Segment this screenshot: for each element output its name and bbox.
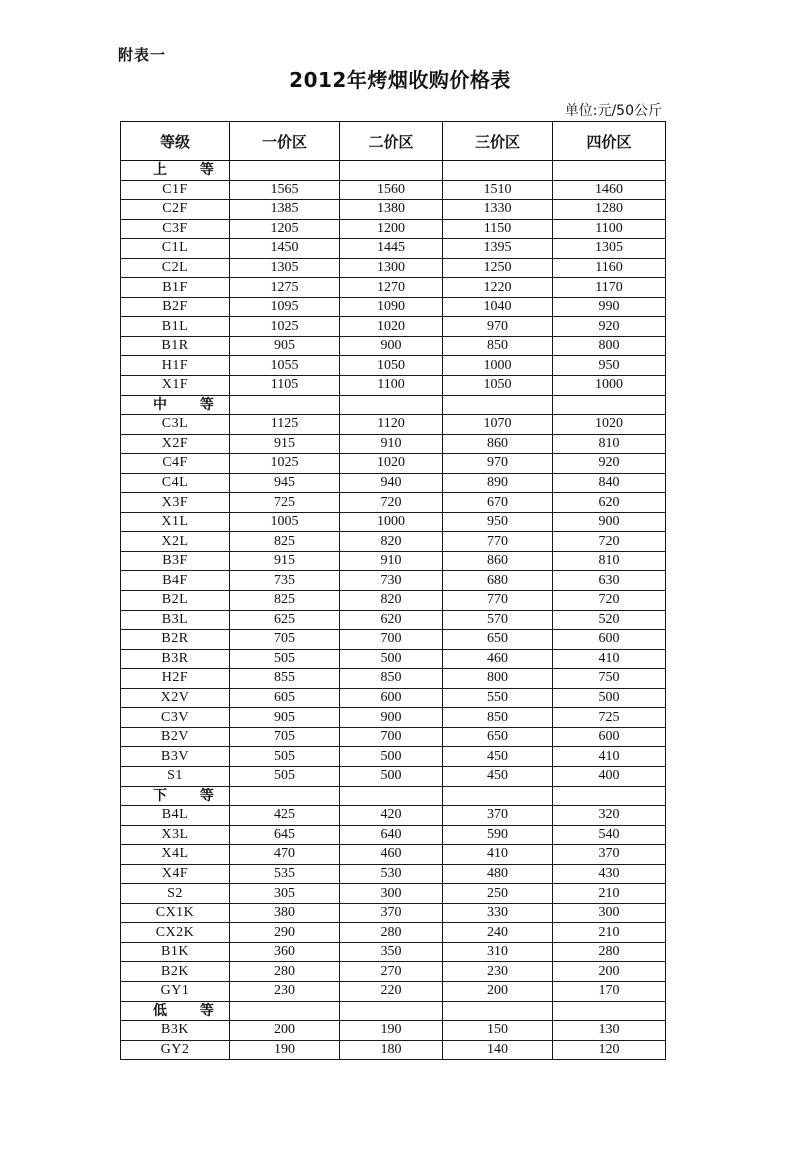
table-row — [121, 727, 666, 747]
grade-cell: B2V — [121, 727, 230, 747]
price-cell-zone-1: 825 — [230, 591, 340, 611]
price-cell-zone-2: 700 — [340, 727, 443, 747]
price-cell-zone-3: 1070 — [443, 415, 553, 435]
price-cell-zone-4: 320 — [553, 806, 666, 826]
price-cell-zone-1: 1125 — [230, 415, 340, 435]
price-cell-zone-4: 620 — [553, 493, 666, 513]
price-cell-zone-4: 1280 — [553, 200, 666, 220]
grade-cell: C3F — [121, 219, 230, 239]
section-row — [121, 786, 666, 806]
price-cell-zone-4: 810 — [553, 434, 666, 454]
price-cell-zone-1: 1305 — [230, 258, 340, 278]
table-row — [121, 200, 666, 220]
price-cell-zone-4: 170 — [553, 981, 666, 1001]
grade-cell: C1F — [121, 180, 230, 200]
price-cell-zone-1: 705 — [230, 630, 340, 650]
price-cell-zone-2: 1270 — [340, 278, 443, 298]
grade-cell: B3L — [121, 610, 230, 630]
price-cell-zone-3: 860 — [443, 434, 553, 454]
empty-cell — [230, 786, 340, 806]
price-cell-zone-4: 1100 — [553, 219, 666, 239]
price-cell-zone-4: 520 — [553, 610, 666, 630]
price-cell-zone-4: 920 — [553, 317, 666, 337]
table-row — [121, 649, 666, 669]
price-cell-zone-1: 1025 — [230, 317, 340, 337]
price-cell-zone-2: 190 — [340, 1021, 443, 1041]
price-cell-zone-4: 1160 — [553, 258, 666, 278]
price-cell-zone-2: 900 — [340, 708, 443, 728]
unit-label: 单位:元/50公斤 — [564, 103, 662, 119]
price-cell-zone-3: 1510 — [443, 180, 553, 200]
price-cell-zone-1: 915 — [230, 551, 340, 571]
grade-cell: CX1K — [121, 903, 230, 923]
page-title: 2012年烤烟收购价格表 — [289, 68, 511, 92]
price-cell-zone-2: 820 — [340, 591, 443, 611]
price-cell-zone-3: 1150 — [443, 219, 553, 239]
empty-cell — [443, 1001, 553, 1021]
price-cell-zone-4: 1460 — [553, 180, 666, 200]
empty-cell — [230, 161, 340, 181]
table-row — [121, 454, 666, 474]
price-cell-zone-1: 945 — [230, 473, 340, 493]
price-cell-zone-4: 600 — [553, 727, 666, 747]
price-cell-zone-2: 900 — [340, 336, 443, 356]
price-cell-zone-2: 730 — [340, 571, 443, 591]
price-cell-zone-3: 770 — [443, 532, 553, 552]
grade-cell: X1F — [121, 376, 230, 396]
grade-cell: GY2 — [121, 1040, 230, 1060]
table-row — [121, 219, 666, 239]
price-cell-zone-4: 1000 — [553, 376, 666, 396]
price-cell-zone-3: 950 — [443, 512, 553, 532]
grade-cell: C4F — [121, 454, 230, 474]
table-row — [121, 845, 666, 865]
table-row — [121, 239, 666, 259]
table-row — [121, 415, 666, 435]
price-cell-zone-3: 1050 — [443, 376, 553, 396]
grade-cell: C3V — [121, 708, 230, 728]
grade-cell: X2F — [121, 434, 230, 454]
table-row — [121, 493, 666, 513]
price-cell-zone-2: 1300 — [340, 258, 443, 278]
price-cell-zone-3: 1000 — [443, 356, 553, 376]
price-cell-zone-3: 1330 — [443, 200, 553, 220]
price-cell-zone-2: 500 — [340, 747, 443, 767]
price-cell-zone-1: 1565 — [230, 180, 340, 200]
price-cell-zone-2: 180 — [340, 1040, 443, 1060]
price-cell-zone-1: 470 — [230, 845, 340, 865]
table-row — [121, 708, 666, 728]
price-cell-zone-4: 210 — [553, 923, 666, 943]
grade-cell: B4L — [121, 806, 230, 826]
price-cell-zone-1: 725 — [230, 493, 340, 513]
price-cell-zone-3: 410 — [443, 845, 553, 865]
price-cell-zone-4: 540 — [553, 825, 666, 845]
price-cell-zone-1: 605 — [230, 688, 340, 708]
price-cell-zone-4: 410 — [553, 649, 666, 669]
price-cell-zone-4: 130 — [553, 1021, 666, 1041]
price-cell-zone-2: 300 — [340, 884, 443, 904]
empty-cell — [443, 786, 553, 806]
price-cell-zone-2: 270 — [340, 962, 443, 982]
table-row — [121, 297, 666, 317]
table-row — [121, 532, 666, 552]
price-cell-zone-1: 1055 — [230, 356, 340, 376]
table-row — [121, 551, 666, 571]
grade-cell: C1L — [121, 239, 230, 259]
price-cell-zone-4: 900 — [553, 512, 666, 532]
grade-cell: H1F — [121, 356, 230, 376]
empty-cell — [553, 395, 666, 415]
table-row — [121, 317, 666, 337]
section-label: 中 等 — [121, 395, 230, 415]
price-cell-zone-1: 905 — [230, 336, 340, 356]
price-cell-zone-1: 305 — [230, 884, 340, 904]
price-cell-zone-4: 210 — [553, 884, 666, 904]
empty-cell — [230, 395, 340, 415]
table-row — [121, 864, 666, 884]
price-cell-zone-2: 1050 — [340, 356, 443, 376]
price-cell-zone-2: 350 — [340, 942, 443, 962]
price-cell-zone-1: 505 — [230, 766, 340, 786]
price-cell-zone-3: 1250 — [443, 258, 553, 278]
table-row — [121, 825, 666, 845]
price-cell-zone-3: 670 — [443, 493, 553, 513]
table-row — [121, 434, 666, 454]
price-cell-zone-3: 570 — [443, 610, 553, 630]
price-cell-zone-4: 500 — [553, 688, 666, 708]
table-body — [121, 161, 666, 1060]
price-cell-zone-2: 700 — [340, 630, 443, 650]
section-label: 低 等 — [121, 1001, 230, 1021]
price-cell-zone-1: 230 — [230, 981, 340, 1001]
price-cell-zone-4: 950 — [553, 356, 666, 376]
price-cell-zone-2: 460 — [340, 845, 443, 865]
table-row — [121, 1040, 666, 1060]
grade-cell: H2F — [121, 669, 230, 689]
price-cell-zone-1: 855 — [230, 669, 340, 689]
table-row — [121, 923, 666, 943]
price-cell-zone-4: 370 — [553, 845, 666, 865]
price-cell-zone-3: 200 — [443, 981, 553, 1001]
price-cell-zone-1: 1450 — [230, 239, 340, 259]
price-cell-zone-2: 420 — [340, 806, 443, 826]
price-cell-zone-3: 150 — [443, 1021, 553, 1041]
price-cell-zone-3: 330 — [443, 903, 553, 923]
price-cell-zone-4: 600 — [553, 630, 666, 650]
empty-cell — [553, 161, 666, 181]
price-cell-zone-1: 645 — [230, 825, 340, 845]
grade-cell: S1 — [121, 766, 230, 786]
section-row — [121, 395, 666, 415]
price-cell-zone-3: 550 — [443, 688, 553, 708]
section-label: 上 等 — [121, 161, 230, 181]
table-row — [121, 258, 666, 278]
price-cell-zone-3: 1220 — [443, 278, 553, 298]
price-cell-zone-1: 290 — [230, 923, 340, 943]
price-cell-zone-3: 850 — [443, 708, 553, 728]
table-row — [121, 512, 666, 532]
price-cell-zone-3: 370 — [443, 806, 553, 826]
price-cell-zone-4: 750 — [553, 669, 666, 689]
price-cell-zone-4: 630 — [553, 571, 666, 591]
price-cell-zone-3: 1395 — [443, 239, 553, 259]
price-cell-zone-4: 1170 — [553, 278, 666, 298]
header-zone-4: 四价区 — [553, 122, 666, 161]
price-cell-zone-2: 1020 — [340, 454, 443, 474]
table-row — [121, 766, 666, 786]
price-cell-zone-4: 430 — [553, 864, 666, 884]
price-cell-zone-1: 505 — [230, 747, 340, 767]
price-cell-zone-1: 1105 — [230, 376, 340, 396]
table-row — [121, 903, 666, 923]
price-cell-zone-3: 450 — [443, 766, 553, 786]
grade-cell: B1F — [121, 278, 230, 298]
table-row — [121, 884, 666, 904]
empty-cell — [340, 395, 443, 415]
price-cell-zone-4: 720 — [553, 532, 666, 552]
price-cell-zone-3: 310 — [443, 942, 553, 962]
price-cell-zone-2: 600 — [340, 688, 443, 708]
table-row — [121, 630, 666, 650]
grade-cell: C4L — [121, 473, 230, 493]
price-cell-zone-4: 120 — [553, 1040, 666, 1060]
price-cell-zone-2: 1380 — [340, 200, 443, 220]
table-row — [121, 747, 666, 767]
price-cell-zone-4: 200 — [553, 962, 666, 982]
price-cell-zone-1: 905 — [230, 708, 340, 728]
price-cell-zone-3: 460 — [443, 649, 553, 669]
table-row — [121, 180, 666, 200]
price-cell-zone-2: 1090 — [340, 297, 443, 317]
price-cell-zone-1: 625 — [230, 610, 340, 630]
empty-cell — [443, 395, 553, 415]
price-cell-zone-2: 1120 — [340, 415, 443, 435]
header-grade: 等级 — [121, 122, 230, 161]
price-cell-zone-4: 1020 — [553, 415, 666, 435]
price-cell-zone-3: 590 — [443, 825, 553, 845]
price-cell-zone-2: 1445 — [340, 239, 443, 259]
grade-cell: B1K — [121, 942, 230, 962]
price-cell-zone-1: 200 — [230, 1021, 340, 1041]
price-cell-zone-3: 860 — [443, 551, 553, 571]
grade-cell: B2R — [121, 630, 230, 650]
table-row — [121, 610, 666, 630]
attachment-label: 附表一 — [118, 46, 167, 64]
price-cell-zone-4: 920 — [553, 454, 666, 474]
grade-cell: X4F — [121, 864, 230, 884]
grade-cell: B3R — [121, 649, 230, 669]
table-row — [121, 1021, 666, 1041]
table-row — [121, 962, 666, 982]
table-row — [121, 981, 666, 1001]
price-cell-zone-2: 910 — [340, 551, 443, 571]
price-cell-zone-1: 735 — [230, 571, 340, 591]
section-label: 下 等 — [121, 786, 230, 806]
grade-cell: C2L — [121, 258, 230, 278]
price-cell-zone-3: 480 — [443, 864, 553, 884]
section-row — [121, 1001, 666, 1021]
price-cell-zone-1: 1025 — [230, 454, 340, 474]
price-cell-zone-1: 360 — [230, 942, 340, 962]
price-cell-zone-4: 840 — [553, 473, 666, 493]
price-cell-zone-1: 280 — [230, 962, 340, 982]
grade-cell: CX2K — [121, 923, 230, 943]
grade-cell: X2L — [121, 532, 230, 552]
price-cell-zone-1: 705 — [230, 727, 340, 747]
empty-cell — [230, 1001, 340, 1021]
empty-cell — [553, 1001, 666, 1021]
price-cell-zone-3: 650 — [443, 727, 553, 747]
grade-cell: X3F — [121, 493, 230, 513]
price-cell-zone-1: 535 — [230, 864, 340, 884]
price-cell-zone-2: 280 — [340, 923, 443, 943]
price-cell-zone-3: 850 — [443, 336, 553, 356]
price-cell-zone-2: 1560 — [340, 180, 443, 200]
table-row — [121, 376, 666, 396]
table-row — [121, 942, 666, 962]
price-cell-zone-2: 530 — [340, 864, 443, 884]
price-cell-zone-2: 500 — [340, 649, 443, 669]
price-cell-zone-1: 1385 — [230, 200, 340, 220]
price-cell-zone-3: 770 — [443, 591, 553, 611]
grade-cell: C2F — [121, 200, 230, 220]
table-row — [121, 806, 666, 826]
grade-cell: X2V — [121, 688, 230, 708]
empty-cell — [443, 161, 553, 181]
price-cell-zone-1: 1005 — [230, 512, 340, 532]
grade-cell: X1L — [121, 512, 230, 532]
price-cell-zone-3: 800 — [443, 669, 553, 689]
price-cell-zone-4: 1305 — [553, 239, 666, 259]
price-cell-zone-2: 620 — [340, 610, 443, 630]
price-cell-zone-2: 720 — [340, 493, 443, 513]
price-cell-zone-4: 280 — [553, 942, 666, 962]
empty-cell — [340, 786, 443, 806]
price-cell-zone-2: 1200 — [340, 219, 443, 239]
table-row — [121, 278, 666, 298]
grade-cell: B3K — [121, 1021, 230, 1041]
price-cell-zone-3: 970 — [443, 317, 553, 337]
table-row — [121, 571, 666, 591]
price-cell-zone-1: 1205 — [230, 219, 340, 239]
grade-cell: B1R — [121, 336, 230, 356]
table-row — [121, 688, 666, 708]
grade-cell: B1L — [121, 317, 230, 337]
grade-cell: S2 — [121, 884, 230, 904]
price-cell-zone-1: 915 — [230, 434, 340, 454]
header-zone-3: 三价区 — [443, 122, 553, 161]
price-cell-zone-2: 850 — [340, 669, 443, 689]
price-cell-zone-2: 1020 — [340, 317, 443, 337]
price-cell-zone-3: 970 — [443, 454, 553, 474]
grade-cell: B4F — [121, 571, 230, 591]
grade-cell: B2L — [121, 591, 230, 611]
table-header — [121, 122, 666, 161]
price-cell-zone-3: 680 — [443, 571, 553, 591]
price-cell-zone-3: 650 — [443, 630, 553, 650]
grade-cell: B3V — [121, 747, 230, 767]
price-cell-zone-2: 1000 — [340, 512, 443, 532]
price-cell-zone-1: 1095 — [230, 297, 340, 317]
price-cell-zone-2: 1100 — [340, 376, 443, 396]
price-cell-zone-1: 825 — [230, 532, 340, 552]
header-zone-2: 二价区 — [340, 122, 443, 161]
price-cell-zone-1: 1275 — [230, 278, 340, 298]
grade-cell: X3L — [121, 825, 230, 845]
grade-cell: C3L — [121, 415, 230, 435]
grade-cell: X4L — [121, 845, 230, 865]
price-cell-zone-3: 240 — [443, 923, 553, 943]
empty-cell — [340, 161, 443, 181]
header-zone-1: 一价区 — [230, 122, 340, 161]
table-row — [121, 473, 666, 493]
price-cell-zone-2: 370 — [340, 903, 443, 923]
price-cell-zone-2: 500 — [340, 766, 443, 786]
price-cell-zone-1: 190 — [230, 1040, 340, 1060]
price-cell-zone-1: 505 — [230, 649, 340, 669]
price-cell-zone-2: 220 — [340, 981, 443, 1001]
price-cell-zone-4: 400 — [553, 766, 666, 786]
price-table — [120, 121, 666, 1060]
grade-cell: B2K — [121, 962, 230, 982]
price-cell-zone-3: 250 — [443, 884, 553, 904]
empty-cell — [553, 786, 666, 806]
price-cell-zone-3: 140 — [443, 1040, 553, 1060]
price-cell-zone-3: 890 — [443, 473, 553, 493]
price-cell-zone-4: 725 — [553, 708, 666, 728]
header-row — [121, 122, 666, 161]
price-cell-zone-4: 300 — [553, 903, 666, 923]
section-row — [121, 161, 666, 181]
price-cell-zone-2: 820 — [340, 532, 443, 552]
grade-cell: GY1 — [121, 981, 230, 1001]
price-cell-zone-3: 230 — [443, 962, 553, 982]
price-cell-zone-4: 800 — [553, 336, 666, 356]
grade-cell: B3F — [121, 551, 230, 571]
price-cell-zone-4: 810 — [553, 551, 666, 571]
price-cell-zone-3: 1040 — [443, 297, 553, 317]
price-cell-zone-2: 910 — [340, 434, 443, 454]
price-cell-zone-1: 380 — [230, 903, 340, 923]
table-row — [121, 356, 666, 376]
price-cell-zone-4: 990 — [553, 297, 666, 317]
grade-cell: B2F — [121, 297, 230, 317]
table-row — [121, 669, 666, 689]
table-row — [121, 336, 666, 356]
price-cell-zone-2: 940 — [340, 473, 443, 493]
price-cell-zone-3: 450 — [443, 747, 553, 767]
table-row — [121, 591, 666, 611]
price-cell-zone-4: 720 — [553, 591, 666, 611]
price-cell-zone-2: 640 — [340, 825, 443, 845]
empty-cell — [340, 1001, 443, 1021]
price-cell-zone-1: 425 — [230, 806, 340, 826]
price-cell-zone-4: 410 — [553, 747, 666, 767]
